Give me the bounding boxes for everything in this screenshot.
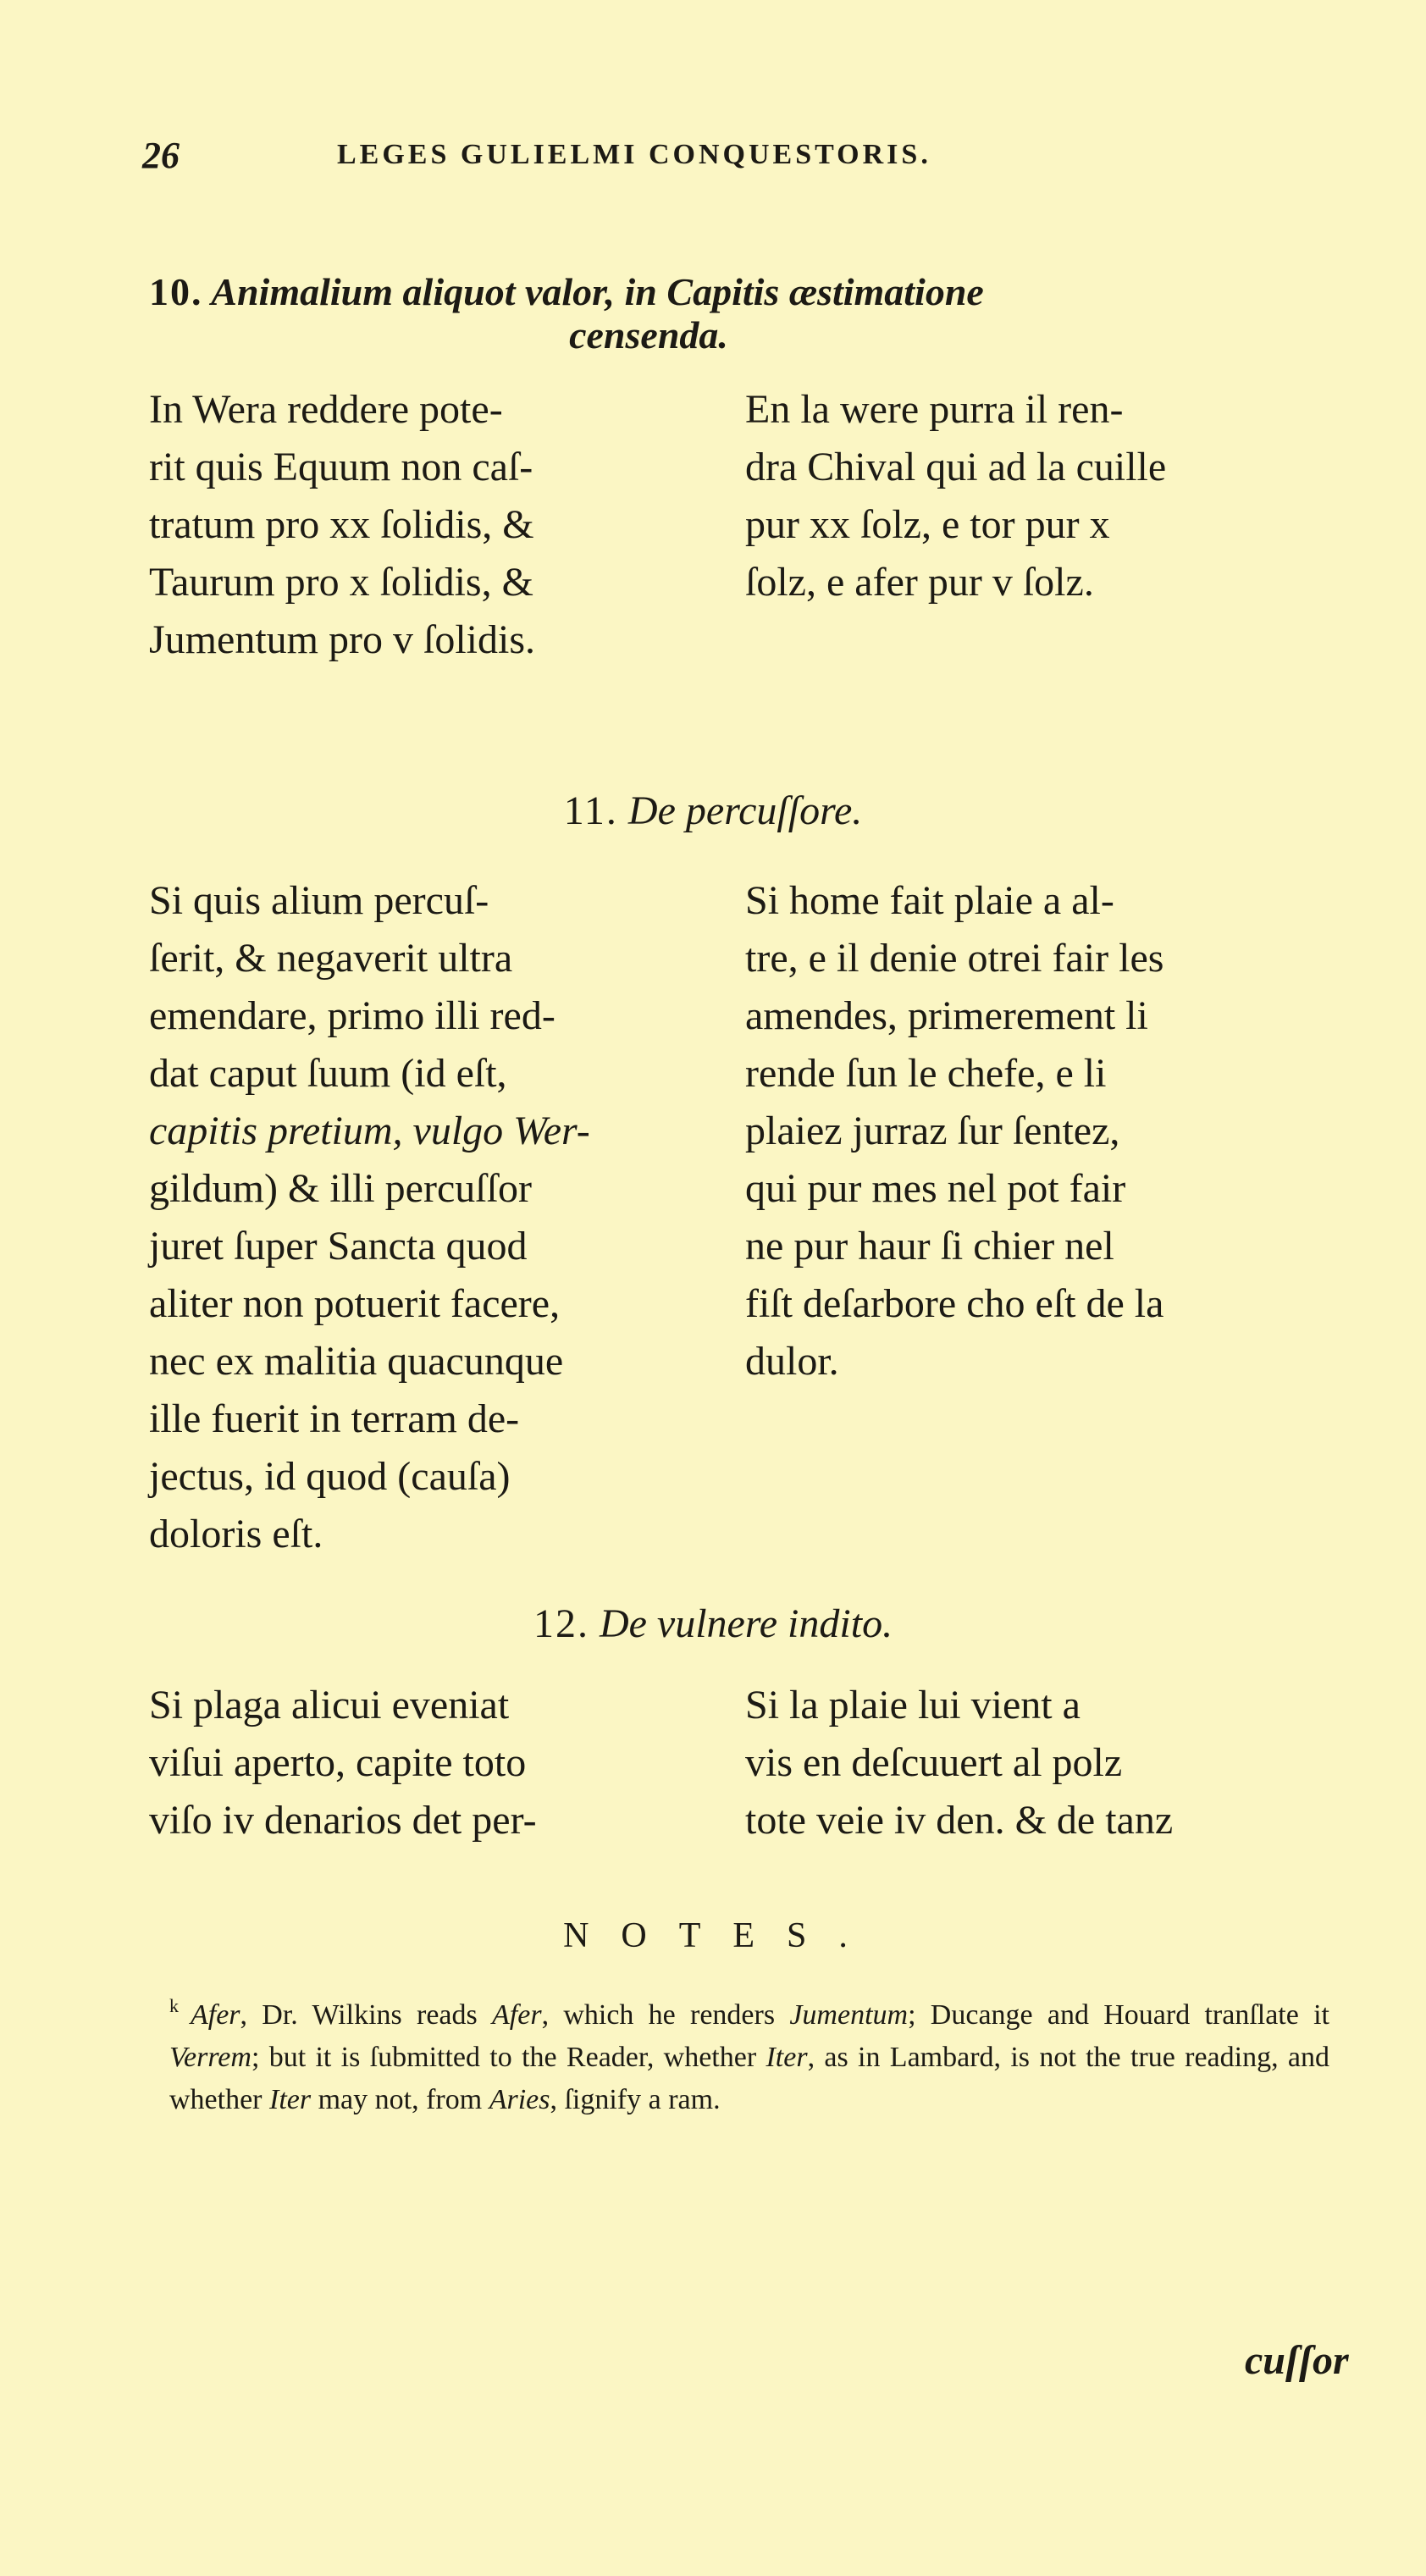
page-number: 26: [142, 135, 180, 176]
text-line: aliter non potuerit facere,: [149, 1281, 561, 1326]
section-11-latin-column: [149, 872, 708, 1563]
text-line: tote veie iv den. & de tanz: [745, 1798, 1174, 1843]
text-line: rende ſun le chefe, e li: [745, 1051, 1107, 1096]
text-line: In Wera reddere pote-: [149, 387, 503, 432]
text-line: dra Chival qui ad la cuille: [745, 445, 1167, 489]
text-line: capitis pretium, vulgo Wer-: [149, 1108, 590, 1153]
text-line: Si la plaie lui vient a: [745, 1683, 1081, 1727]
footnote-marker: k: [169, 1995, 179, 2016]
text-line: dat caput ſuum (id eſt,: [149, 1051, 507, 1096]
text-line: pur xx ſolz, e tor pur x: [745, 502, 1110, 547]
section-title: Animalium aliquot valor, in Capitis æstimatione: [211, 270, 984, 313]
section-10-heading: [149, 269, 1335, 357]
catchword: cuſſor: [1245, 2338, 1349, 2383]
text-line: ille fuerit in terram de-: [149, 1396, 520, 1441]
text-line: Si quis alium percuſ-: [149, 878, 489, 923]
text-line: nec ex malitia quacunque: [149, 1339, 564, 1384]
section-10-latin-column: [149, 381, 708, 669]
section-11-heading: [0, 788, 1426, 834]
text-line: doloris eſt.: [149, 1512, 323, 1556]
running-title: LEGES GULIELMI CONQUESTORIS.: [337, 139, 931, 170]
text-line: qui pur mes nel pot fair: [745, 1166, 1126, 1211]
text-line: vis en deſcuuert al polz: [745, 1740, 1123, 1785]
section-number: 11.: [563, 788, 618, 833]
notes-heading: NOTES.: [563, 1916, 880, 1955]
text-line: emendare, primo illi red-: [149, 993, 555, 1038]
text-line: tre, e il denie otrei fair les: [745, 936, 1164, 981]
text-line: gildum) & illi percuſſor: [149, 1166, 532, 1211]
section-12-french-column: [745, 1677, 1329, 1849]
section-10-french-column: [745, 381, 1329, 611]
section-number: 10.: [149, 270, 203, 313]
text-line: rit quis Equum non caſ-: [149, 445, 533, 489]
text-line: jectus, id quod (cauſa): [149, 1454, 511, 1499]
text-line: ſolz, e afer pur v ſolz.: [745, 560, 1094, 605]
text-line: plaiez jurraz ſur ſentez,: [745, 1108, 1120, 1153]
text-line: fiſt deſarbore cho eſt de la: [745, 1281, 1164, 1326]
section-number: 12.: [533, 1601, 589, 1646]
text-line: Si plaga alicui eveniat: [149, 1683, 510, 1727]
footnote: $^k$ Afer, Dr. Wilkins reads Afer, which he renders Jumentum; Ducange and Houard tranſlate it Verrem; but it is ſubmitted to the Reader, whether Iter, as in Lambard, is not the true reading, and whether Iter may not, from Aries, ſignify a ram.: [169, 1995, 1329, 2115]
running-head: [142, 134, 1116, 185]
section-11-french-column: [745, 872, 1329, 1390]
text-line: tratum pro xx ſolidis, &: [149, 502, 534, 547]
text-line: juret ſuper Sancta quod: [149, 1224, 528, 1269]
text-line: dulor.: [745, 1339, 839, 1384]
text-line: En la were purra il ren-: [745, 387, 1124, 432]
text-line: Si home fait plaie a al-: [745, 878, 1114, 923]
section-title: De vulnere indito.: [599, 1601, 893, 1646]
section-title-continued: censenda.: [569, 313, 728, 357]
text-line: ne pur haur ſi chier nel: [745, 1224, 1114, 1269]
text-line: ſerit, & negaverit ultra: [149, 936, 513, 981]
section-12-latin-column: [149, 1677, 708, 1849]
text-line: viſui aperto, capite toto: [149, 1740, 527, 1785]
text-line: amendes, primerement li: [745, 993, 1148, 1038]
text-line: Taurum pro x ſolidis, &: [149, 560, 533, 605]
section-title: De percuſſore.: [627, 788, 863, 833]
section-12-heading: [0, 1600, 1426, 1647]
text-line: Jumentum pro v ſolidis.: [149, 617, 535, 662]
text-line: viſo iv denarios det per-: [149, 1798, 537, 1843]
